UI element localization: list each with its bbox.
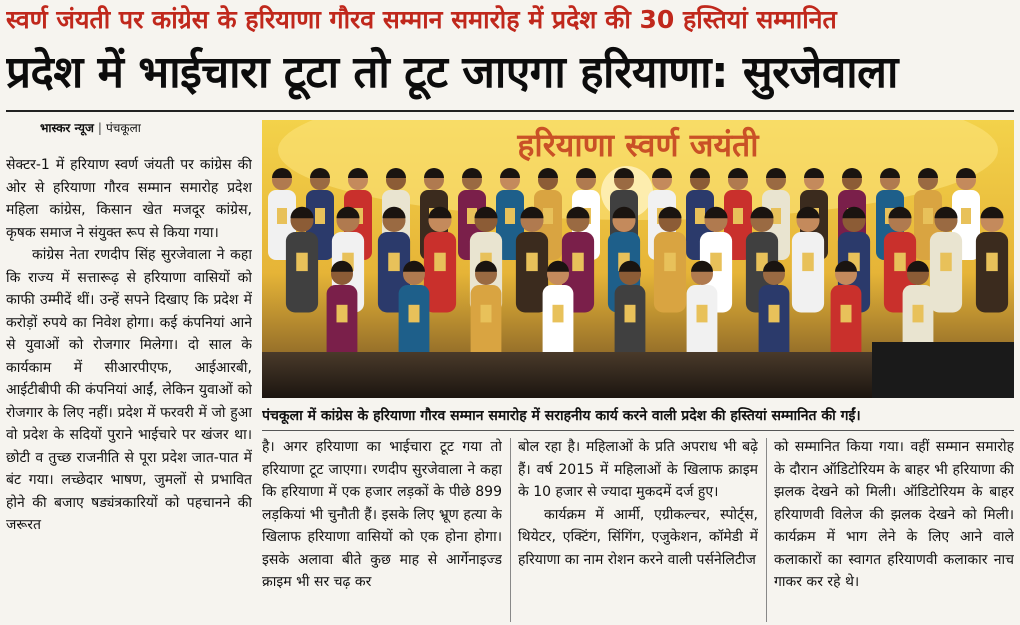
dateline-separator: | [97,121,102,135]
article-column-2 [262,436,502,622]
front-row-person [759,261,790,362]
front-row-person [399,261,430,362]
front-row-person [615,261,646,362]
main-headline: प्रदेश में भाईचारा टूटा तो टूट जाएगा हरियाणा: सुरजेवाला [6,47,898,98]
kicker-headline: स्वर्ण जंयती पर कांग्रेस के हरियाणा गौरव सम्मान समारोह में प्रदेश की 30 हस्तियां सम्मानित [6,5,837,34]
paragraph-continuation: है। अगर हरियाणा का भाईचारा टूट गया तो हरियाणा टूट जाएगा। रणदीप सुरजेवाला ने कहा कि हरियाणा में एक हजार लड़कों के पीछे 899 लड़कियां भी चुनौती हैं। इसके लिए भ्रूण हत्या के खिलाफ हरियाणा वासियों को एक होना होगा। इसके अलावा बीते कुछ माह से आर्गेनाइज्ड क्राइम भी सर चढ़ कर [262,439,502,590]
paragraph-crime: बोल रहा है। महिलाओं के प्रति अपराध भी बढ़े हैं। वर्ष 2015 में महिलाओं के खिलाफ क्राइम के 10 हजार से ज्यादा मुकदमें दर्ज हुए। [518,439,758,500]
paragraph-intro: सेक्टर-1 में हरियाण स्वर्ण जंयती पर कांग्रेस की ओर से हरियाणा गौरव सम्मान समारोह प्रदेश महिला कांग्रेस, किसान खेत मजदूर कांग्रेस, कृषक समाज ने संयुक्त रूप से किया गया। [6,157,252,241]
front-row-person [831,261,862,362]
paragraph-honorees: कार्यक्रम में आर्मी, एग्रीकल्चर, स्पोर्ट्स, थियेटर, एक्टिंग, सिंगिंग, एजुकेशन, कॉमेडी में हरियाणा का नाम रोशन करने वाली पर्सनेलिटीज [518,506,758,568]
paragraph-surjewala: कांग्रेस नेता रणदीप सिंह सुरजेवाला ने कहा कि राज्य में सत्तारूढ़ से हरियाणा वासियों को काफी उम्मीदें थीं। उन्हें सपने दिखाए कि प्रदेश में करोड़ों रुपये का निवेश होगा। कई कंपनियां आने से युवाओं को रोजगार मिलेगा। दो साल के कार्यकाम में सीआरपीएफ, आईआरबी, आईटीबीपी की कंपनियां आईं, लेकिन युवाओं को रोजगार के लिए नहीं। प्रदेश में फरवरी में जो हुआ वो प्रदेश के सदियों पुराने भाईचारे पर खंजर था। छोटी व तुच्छ राजनीति से पूरा प्रदेश जात-पात में बंट गया। लच्छेदार भाषण, जुमलों से प्रभावित होने की बजाए षड्यंत्रकारियों को पहचानने की जरूरत [6,247,252,533]
event-photo-illustration [262,120,1014,398]
middle-row-person [792,207,824,313]
middle-row-person [654,207,686,313]
middle-row-person [930,207,962,313]
front-row-person [543,261,574,362]
headline-rule [6,110,1014,112]
dateline [40,120,141,136]
front-row-person [687,261,718,362]
event-photo [262,120,1014,398]
middle-row-person [286,207,318,313]
front-row-person [471,261,502,362]
paragraph-celebration: को सम्मानित किया गया। वहीं सम्मान समारोह के दौरान ऑडिटोरियम के बाहर भी हरियाणा की झलक देखने को मिली। ऑडिटोरियम के बाहर हरियाणवी विलेज की झलक देखने को मिली। कार्यक्रम में भाग लेने के लिए आने वाले कलाकारों का स्वागत हरियाणवी कलाकार नाच गाकर कर रहे थे। [774,439,1014,590]
article-column-1 [6,154,252,622]
dateline-agency: भास्कर न्यूज [40,121,94,135]
column-divider [766,438,767,622]
article-column-4 [774,436,1014,622]
column-divider [510,438,511,622]
dateline-city: पंचकूला [105,121,141,135]
front-row-person [327,261,358,362]
photo-caption: पंचकूला में कांग्रेस के हरियाणा गौरव सम्मान समारोह में सराहनीय कार्य करने वाली प्रदेश की हस्तियां सम्मानित की गईं। [262,402,1014,431]
stage-banner-text: हरियाणा स्वर्ण जयंती [517,126,759,164]
article-column-3 [518,436,758,622]
middle-row-person [976,207,1008,313]
